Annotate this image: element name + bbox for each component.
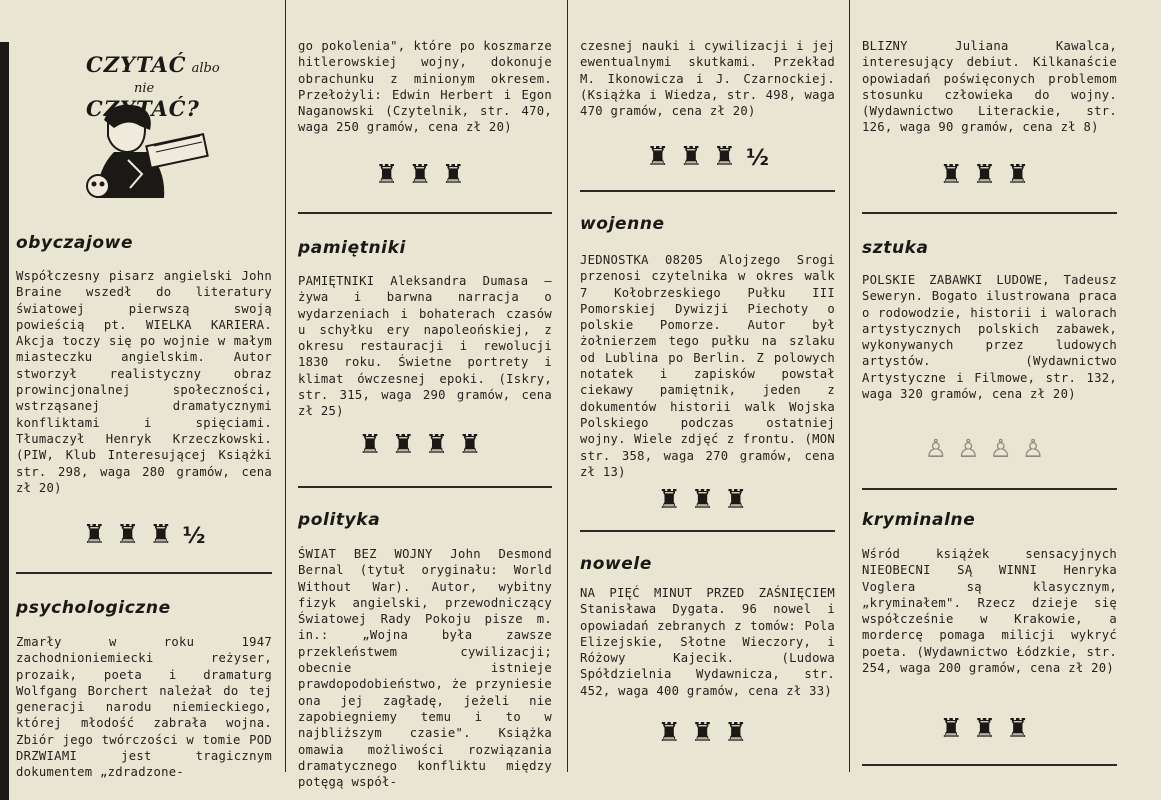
logo-word-4: CZYTAĆ? [86,96,200,121]
review-text: BLIZNY Juliana Kawalca, interesujący debiut. Kilkanaście opowiadań poświęconych problemom stosunku człowieka do wojny. (Wydawnictwo Literackie, str. 126, waga 90 gramów, cena zł 8) [862,39,1117,135]
review-text: Zmarły w roku 1947 zachodnioniemiecki reżyser, prozaik, poeta i dramaturg Wolfgang Borchert należał do tej generacji narodu niemieckiego, której młodość zabrała wojna. Zbiór jego twórczości w tomie POD DRZWIAMI jest tragicznym dokumentem „zdradzone- [16,635,272,780]
rating-rooks: ♜♜♜ [657,485,758,515]
rating-rooks [16,520,272,552]
section-divider [16,572,272,574]
column-divider [849,0,850,772]
section-heading: sztuka [862,238,929,258]
section-divider [862,764,1117,766]
section-divider [580,530,835,532]
rating-rooks [580,142,835,174]
section-heading: pamiętniki [298,238,406,258]
rating-rooks: ♜♜♜ [939,714,1040,744]
section-heading: kryminalne [862,510,976,530]
rating-half: ½ [182,524,206,549]
section-divider [298,486,552,488]
review-text: ŚWIAT BEZ WOJNY John Desmond Bernal (tytuł oryginału: World Without War). Autor, wybitny fizyk angielski, przewodniczący Światowej Rady Pokoju pisze m. in.: „Wojna była zawsze przekleństwem cywilizacji; obecnie istnieje prawdopodobieństwo, że przyniesie ona jej zagładę, jeżeli nie zapobiegniemy temu i to w najbliższym czasie". Książka omawia możliwości rozwiązania dramatycznego konfliktu między potęgą współ- [298,547,552,790]
section-divider [580,190,835,192]
column-1 [16,0,272,800]
rating-rooks: ♜♜♜ [939,160,1040,190]
logo-word-3: nie [134,81,155,96]
review-text: go pokolenia", które po koszmarze hitlerowskiej wojny, dokonuje obrachunku z minionym okresem. Przełożyli: Edwin Herbert i Egon Naganowski (Czytelnik, str. 470, waga 250 gramów, cena zł 20) [298,39,552,135]
section-divider [862,488,1117,490]
rating-rooks-icons: ♜♜♜ [646,142,747,172]
column-divider [567,0,568,772]
rating-pawns: ♙♙♙♙ [924,434,1055,463]
review-text: NA PIĘĆ MINUT PRZED ZAŚNIĘCIEM Stanisława Dygata. 96 nowel i opowiadań zebranych z tomów: Pola Elizejskie, Słotne Wieczory, i Różowy Kajecik. (Ludowa Spółdzielnia Wydawnicza, str. 452, waga 400 gramów, cena zł 33) [580,586,835,698]
review-text: czesnej nauki i cywilizacji i jej ewentualnymi skutkami. Przekład M. Ikonowicza i J. Czarnockiej. (Książka i Wiedza, str. 498, waga 470 gramów, cena zł 20) [580,39,835,119]
page-edge [0,42,9,800]
column-2 [298,0,552,800]
rating-rooks: ♜♜♜♜ [358,430,492,460]
column-3 [580,0,835,800]
review-text: JEDNOSTKA 08205 Alojzego Srogi przenosi czytelnika w okres walk 7 Kołobrzeskiego Pułku III Pomorskiej Dywizji Piechoty o polskie Pomorze. Autor był żołnierzem tego pułku na szlaku od Lublina po Berlin. Z polowych notatek i zapisków powstał ciekawy pamiętnik, jeden z dokumentów historii walk Wojska Polskiego podczas ostatniej wojny. Wiele zdjęć z frontu. (MON str. 358, waga 270 gramów, cena zł 13) [580,253,835,479]
review-text: PAMIĘTNIKI Aleksandra Dumasa — żywa i barwna narracja o wydarzeniach i bohaterach czasów u schyłku ery napoleońskiej, z okresu restauracji i rewolucji 1830 roku. Świetne portrety i klimat ówczesnej epoki. (Iskry, str. 315, waga 290 gramów, cena zł 25) [298,274,552,419]
rating-rooks: ♜♜♜ [375,160,475,190]
rating-rooks: ♜♜♜ [657,718,758,748]
rating-rooks-icons: ♜♜♜ [82,520,183,550]
section-heading: wojenne [580,214,665,234]
logo-word-2: albo [191,61,220,76]
review-text: Współczesny pisarz angielski John Braine wszedł do literatury światowej pierwszą swoją powieścią pt. WIELKA KARIERA. Akcja toczy się po wojnie w małym miasteczku angielskim. Autor stworzył realistyczny obraz prowincjonalnej społeczności, wstrząsanej dramatycznymi konfliktami i spięciami. Tłumaczył Henryk Krzeczkowski. (PIW, Klub Interesującej Książki str. 298, waga 280 gramów, cena zł 20) [16,269,272,495]
section-divider [862,212,1117,214]
section-heading: polityka [298,510,381,530]
section-heading: obyczajowe [16,233,134,253]
column-4 [862,0,1117,800]
rating-half: ½ [746,146,769,171]
czytac-logo [68,48,248,213]
review-text: POLSKIE ZABAWKI LUDOWE, Tadeusz Seweryn. Bogato ilustrowana praca o rodowodzie, historii i walorach artystycznych polskich zabawek, wykonywanych przez ludowych artystów. (Wydawnictwo Artystyczne i Filmowe, str. 132, waga 320 gramów, cena zł 20) [862,273,1117,402]
review-text: Wśród książek sensacyjnych NIEOBECNI SĄ WINNI Henryka Voglera są klasycznym, „kryminałem". Rzecz dzieje się współcześnie w Krakowie, a mordercę pomaga milicji wykryć poeta. (Wydawnictwo Łódzkie, str. 254, waga 200 gramów, cena zł 20) [862,547,1117,676]
logo-word-1: CZYTAĆ [86,52,187,77]
section-divider [298,212,552,214]
section-heading: nowele [580,554,652,574]
column-divider [285,0,286,772]
section-heading: psychologiczne [16,598,171,618]
